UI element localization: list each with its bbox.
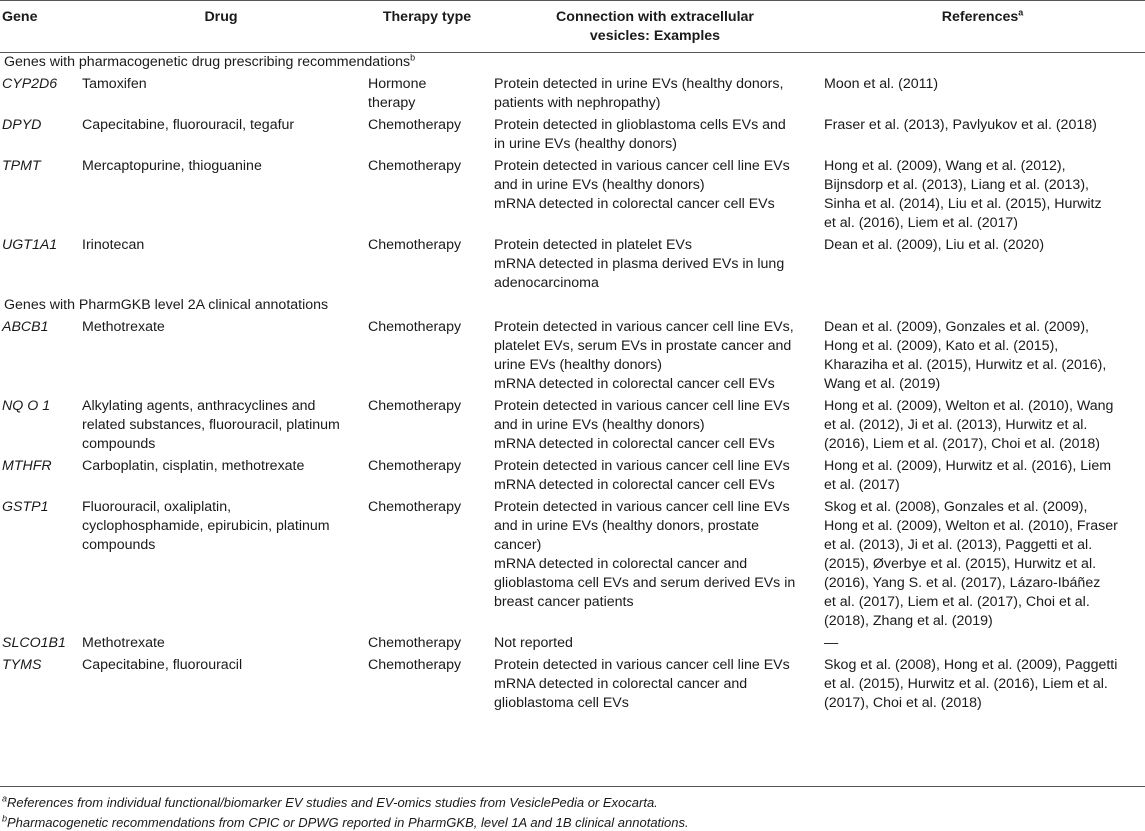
therapy-type-line: Chemotherapy [368,458,462,474]
references-cell [820,498,1145,634]
connection-cell [490,157,820,236]
connection-line: urine EVs (healthy donors) [494,357,662,373]
drug-line: Irinotecan [82,237,145,253]
references-line: (2017), Choi et al. (2018) [824,695,982,711]
footnote-a [2,795,658,811]
connection-cell [490,397,820,457]
header-references-label: References [941,9,1019,25]
therapy-type-line: Chemotherapy [368,398,462,414]
gene-cell: GSTP1 [2,499,49,515]
therapy-type-cell [364,498,490,634]
gene-cell: SLCO1B1 [2,635,66,651]
therapy-type-cell [364,236,490,296]
connection-line: Protein detected in various cancer cell line EVs [494,158,790,174]
connection-line: and in urine EVs (healthy donors) [494,177,705,193]
references-line: Hong et al. (2009), Hurwitz et al. (2016), Liem [824,458,1112,474]
gene-cell: TYMS [2,657,42,673]
references-line: et al. (2015), Hurwitz et al. (2016), Liem et al. [824,676,1108,692]
references-line: (2018), Zhang et al. (2019) [824,613,993,629]
connection-line: Protein detected in platelet EVs [494,237,692,253]
connection-cell [490,634,820,656]
connection-cell [490,75,820,116]
connection-cell [490,498,820,634]
connection-line: mRNA detected in colorectal cancer and [494,676,748,692]
references-line: Bijnsdorp et al. (2013), Liang et al. (2013), [824,177,1089,193]
references-line: — [824,635,839,651]
therapy-type-line: Chemotherapy [368,237,462,253]
connection-line: breast cancer patients [494,594,634,610]
table-row [0,397,1145,457]
connection-line: Protein detected in various cancer cell line EVs [494,398,790,414]
references-line: Hong et al. (2009), Welton et al. (2010), Wang [824,398,1114,414]
drug-cell [78,634,364,656]
connection-line: mRNA detected in colorectal cancer cell EVs [494,196,775,212]
drug-line: Alkylating agents, anthracyclines and [82,398,316,414]
references-line: Fraser et al. (2013), Pavlyukov et al. (2018) [824,117,1097,133]
drug-cell [78,397,364,457]
connection-line: Not reported [494,635,573,651]
therapy-type-cell [364,75,490,116]
connection-line: Protein detected in various cancer cell line EVs [494,458,790,474]
therapy-type-cell [364,457,490,498]
therapy-type-line: Chemotherapy [368,158,462,174]
references-line: Wang et al. (2019) [824,376,941,392]
table-row [0,457,1145,498]
drug-line: cyclophosphamide, epirubicin, platinum [82,518,330,534]
connection-cell [490,318,820,397]
gene-cell: CYP2D6 [2,76,58,92]
header-gene: Gene [2,9,38,25]
gene-cell: MTHFR [2,458,52,474]
connection-line: in urine EVs (healthy donors) [494,136,677,152]
footnote-text: Pharmacogenetic recommendations from CPIC or DPWG reported in PharmGKB, level 1A and 1B clinical annotations. [7,815,689,830]
connection-line: platelet EVs, serum EVs in prostate cancer and [494,338,792,354]
drug-line: Capecitabine, fluorouracil [82,657,243,673]
footnote-sup: b [2,813,8,824]
therapy-type-cell [364,656,490,716]
connection-line: Protein detected in various cancer cell line EVs, [494,319,794,335]
section-label-text: Genes with PharmGKB level 2A clinical annotations [4,297,329,313]
references-line: Dean et al. (2009), Liu et al. (2020) [824,237,1045,253]
table-header-row [0,1,1145,53]
references-line: et al. (2016), Liem et al. (2017) [824,215,1018,231]
references-line: Hong et al. (2009), Wang et al. (2012), [824,158,1066,174]
section-label-1 [0,53,1145,76]
connection-line: Protein detected in various cancer cell line EVs [494,499,790,515]
references-cell [820,397,1145,457]
references-line: (2016), Yang S. et al. (2017), Lázaro-Ibáñez [824,575,1101,591]
connection-line: and in urine EVs (healthy donors, prostate [494,518,759,534]
references-cell [820,634,1145,656]
bottom-rule [0,786,1145,787]
therapy-type-cell [364,634,490,656]
drug-line: Capecitabine, fluorouracil, tegafur [82,117,295,133]
gene-cell: UGT1A1 [2,237,58,253]
references-cell [820,157,1145,236]
connection-line: mRNA detected in colorectal cancer and [494,556,748,572]
references-line: Hong et al. (2009), Welton et al. (2010), Fraser [824,518,1118,534]
connection-line: mRNA detected in colorectal cancer cell EVs [494,376,775,392]
therapy-type-line: therapy [368,95,416,111]
drug-cell [78,157,364,236]
footnote-text: References from individual functional/biomarker EV studies and EV-omics studies from VesiclePedia or Exocarta. [7,795,658,810]
connection-cell [490,116,820,157]
drug-cell [78,318,364,397]
table-row [0,116,1145,157]
section-row [0,53,1145,76]
references-line: et al. (2017) [824,477,900,493]
header-connection [490,1,820,53]
gene-cell: ABCB1 [2,319,49,335]
footnote-b [2,815,689,831]
table-row [0,498,1145,634]
connection-line: glioblastoma cell EVs and serum derived EVs in [494,575,796,591]
connection-line: adenocarcinoma [494,275,599,291]
therapy-type-cell [364,397,490,457]
drug-line: compounds [82,436,156,452]
table-row [0,236,1145,296]
therapy-type-line: Hormone [368,76,427,92]
section-label-text: Genes with pharmacogenetic drug prescribing recommendations [4,54,411,70]
gene-cell: NQ O 1 [2,398,51,414]
gene-cell: DPYD [2,117,42,133]
therapy-type-cell [364,157,490,236]
drug-cell [78,457,364,498]
drug-cell [78,236,364,296]
references-line: et al. (2012), Ji et al. (2013), Hurwitz et al. [824,417,1088,433]
connection-line: mRNA detected in colorectal cancer cell EVs [494,477,775,493]
references-line: Skog et al. (2008), Hong et al. (2009), Paggetti [824,657,1118,673]
section-row [0,296,1145,318]
therapy-type-line: Chemotherapy [368,319,462,335]
table-row [0,157,1145,236]
drug-line: Carboplatin, cisplatin, methotrexate [82,458,305,474]
therapy-type-cell [364,318,490,397]
footnote-sup: a [2,793,8,804]
drug-line: Mercaptopurine, thioguanine [82,158,262,174]
section-label-2 [0,296,1145,318]
drug-line: related substances, fluorouracil, platinum [82,417,340,433]
table-row [0,656,1145,716]
connection-cell [490,236,820,296]
drug-line: Fluorouracil, oxaliplatin, [82,499,232,515]
table-row [0,318,1145,397]
header-connection-line: vesicles: Examples [589,28,721,44]
references-line: et al. (2013), Ji et al. (2013), Paggetti et al. [824,537,1093,553]
table-row [0,75,1145,116]
therapy-type-line: Chemotherapy [368,657,462,673]
drug-cell [78,656,364,716]
references-cell [820,75,1145,116]
drug-cell [78,75,364,116]
references-cell [820,318,1145,397]
references-cell [820,116,1145,157]
connection-cell [490,656,820,716]
drug-line: compounds [82,537,156,553]
drug-cell [78,498,364,634]
header-references [820,1,1145,53]
references-cell [820,236,1145,296]
table-row [0,634,1145,656]
references-line: Sinha et al. (2014), Liu et al. (2015), Hurwitz [824,196,1102,212]
therapy-type-line: Chemotherapy [368,499,462,515]
connection-line: and in urine EVs (healthy donors) [494,417,705,433]
drug-line: Methotrexate [82,319,165,335]
references-line: (2015), Øverbye et al. (2015), Hurwitz et al. [824,556,1097,572]
therapy-type-line: Chemotherapy [368,117,462,133]
header-therapy-type: Therapy type [382,9,472,25]
references-line: Hong et al. (2009), Kato et al. (2015), [824,338,1059,354]
references-cell [820,656,1145,716]
connection-line: glioblastoma cell EVs [494,695,629,711]
header-drug: Drug [204,9,238,25]
connection-line: Protein detected in glioblastoma cells EVs and [494,117,786,133]
connection-line: mRNA detected in plasma derived EVs in lung [494,256,785,272]
section-label-sup: b [410,52,416,63]
references-line: et al. (2017), Liem et al. (2017), Choi et al. [824,594,1090,610]
references-line: Moon et al. (2011) [824,76,939,92]
therapy-type-line: Chemotherapy [368,635,462,651]
connection-line: Protein detected in urine EVs (healthy donors, [494,76,784,92]
therapy-type-cell [364,116,490,157]
connection-cell [490,457,820,498]
drug-cell [78,116,364,157]
gene-cell: TPMT [2,158,41,174]
connection-line: mRNA detected in colorectal cancer cell EVs [494,436,775,452]
header-references-sup: a [1018,7,1024,18]
connection-line: cancer) [494,537,542,553]
references-line: Kharaziha et al. (2015), Hurwitz et al. (2016), [824,357,1107,373]
references-line: Skog et al. (2008), Gonzales et al. (2009), [824,499,1088,515]
drug-line: Methotrexate [82,635,165,651]
references-line: (2016), Liem et al. (2017), Choi et al. (2018) [824,436,1101,452]
references-cell [820,457,1145,498]
connection-line: patients with nephropathy) [494,95,661,111]
connection-line: Protein detected in various cancer cell line EVs [494,657,790,673]
references-line: Dean et al. (2009), Gonzales et al. (2009), [824,319,1089,335]
drug-line: Tamoxifen [82,76,147,92]
header-connection-line: Connection with extracellular [556,9,754,25]
